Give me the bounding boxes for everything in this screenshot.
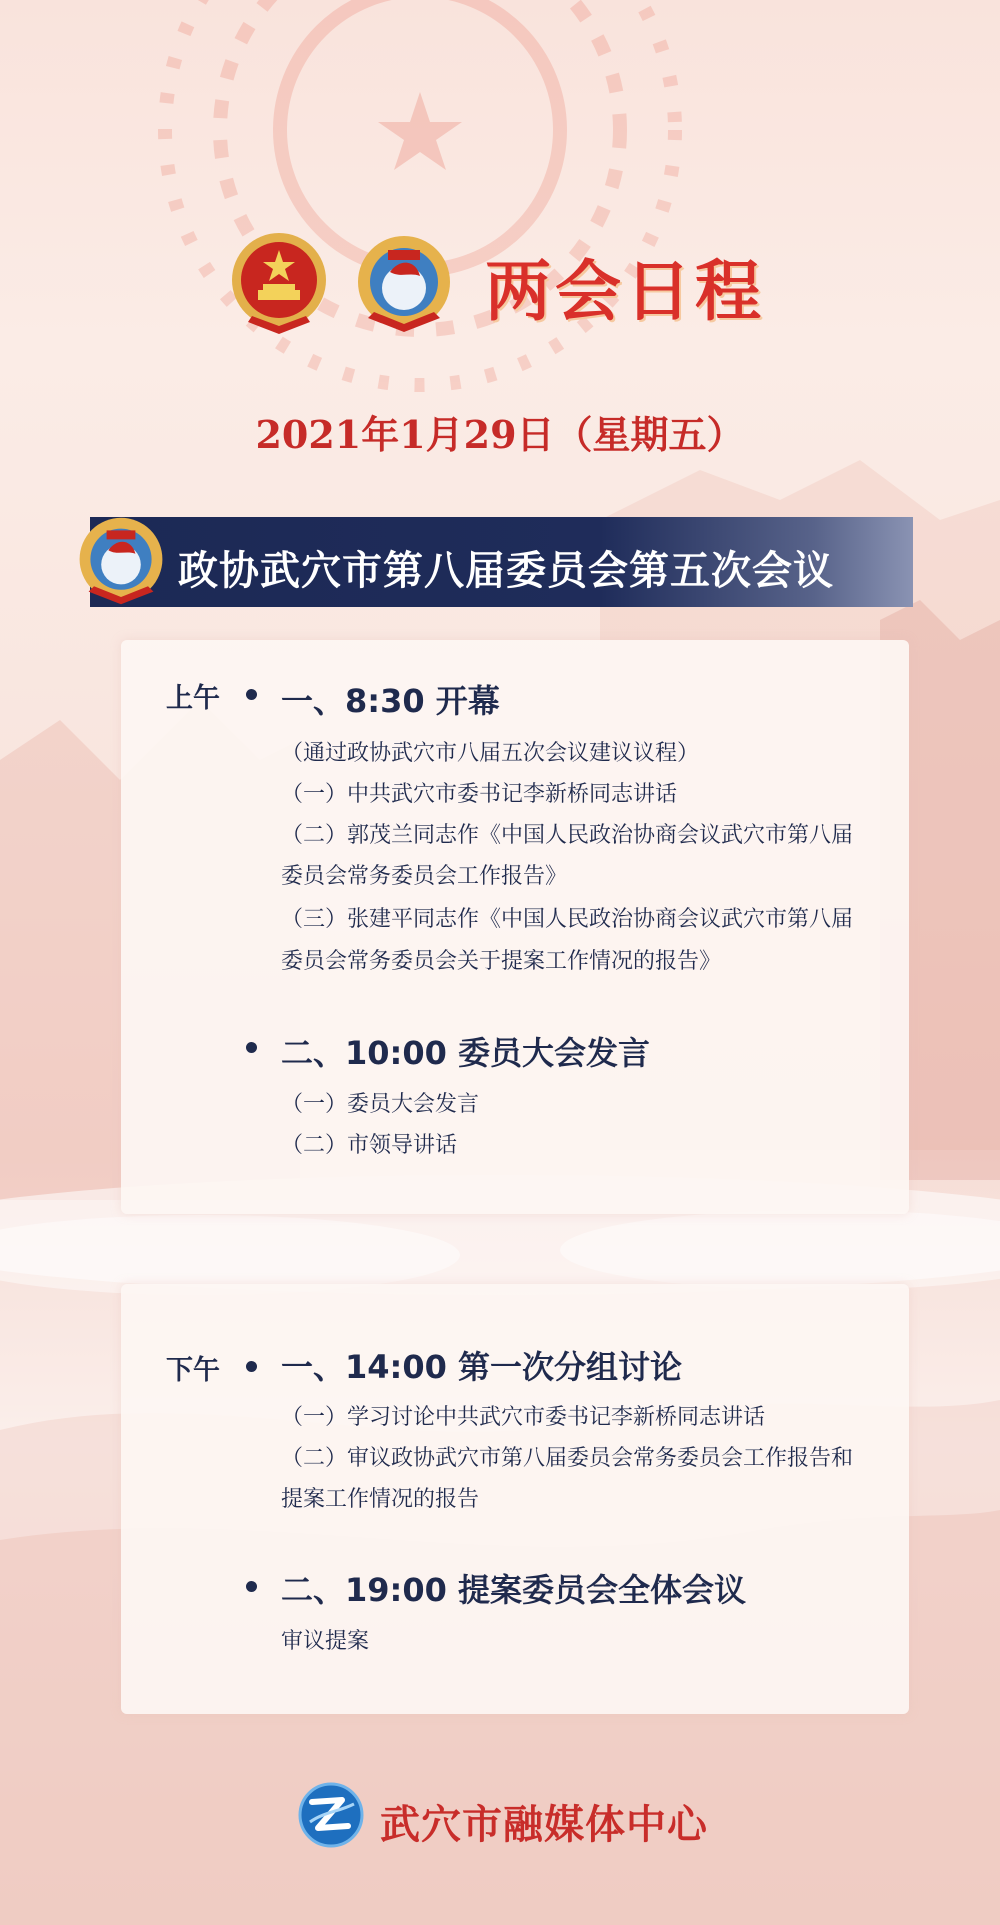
cppcc-emblem-icon [76,512,166,610]
agenda-line: （一）学习讨论中共武穴市委书记李新桥同志讲话 [281,1405,766,1430]
national-emblem-icon [228,230,330,338]
agenda-line: （三）张建平同志作《中国人民政治协商会议武穴市第八届 [281,907,854,932]
agenda-line: 委员会常务委员会关于提案工作情况的报告》 [281,949,722,974]
agenda-heading: 一、8:30 开幕 [281,682,500,720]
agenda-line: （二）郭茂兰同志作《中国人民政治协商会议武穴市第八届 [281,823,854,848]
media-center-logo-icon [298,1782,364,1848]
agenda-line: 提案工作情况的报告 [281,1487,480,1512]
page-title: 两会日程 [485,253,765,330]
meeting-title: 政协武穴市第八届委员会第五次会议 [178,548,834,594]
organization-name: 武穴市融媒体中心 [380,1802,708,1848]
bullet-icon [246,689,257,700]
agenda-line: （二）审议政协武穴市第八届委员会常务委员会工作报告和 [281,1446,854,1471]
agenda-line: 审议提案 [281,1629,370,1654]
bullet-icon [246,1042,257,1053]
period-label-morning: 上午 [166,683,220,714]
agenda-line: （通过政协武穴市八届五次会议建议议程） [281,741,700,766]
agenda-line: （一）委员大会发言 [281,1092,480,1117]
agenda-heading: 一、14:00 第一次分组讨论 [281,1348,683,1386]
agenda-heading: 二、19:00 提案委员会全体会议 [281,1571,747,1609]
agenda-heading: 二、10:00 委员大会发言 [281,1034,651,1072]
agenda-line: （一）中共武穴市委书记李新桥同志讲话 [281,782,678,807]
bullet-icon [246,1581,257,1592]
schedule-date: 2021年1月29日（星期五） [255,412,745,457]
agenda-line: （二）市领导讲话 [281,1133,458,1158]
agenda-line: 委员会常务委员会工作报告》 [281,864,568,889]
cppcc-emblem-icon [354,232,454,336]
period-label-afternoon: 下午 [166,1355,220,1386]
bullet-icon [246,1361,257,1372]
